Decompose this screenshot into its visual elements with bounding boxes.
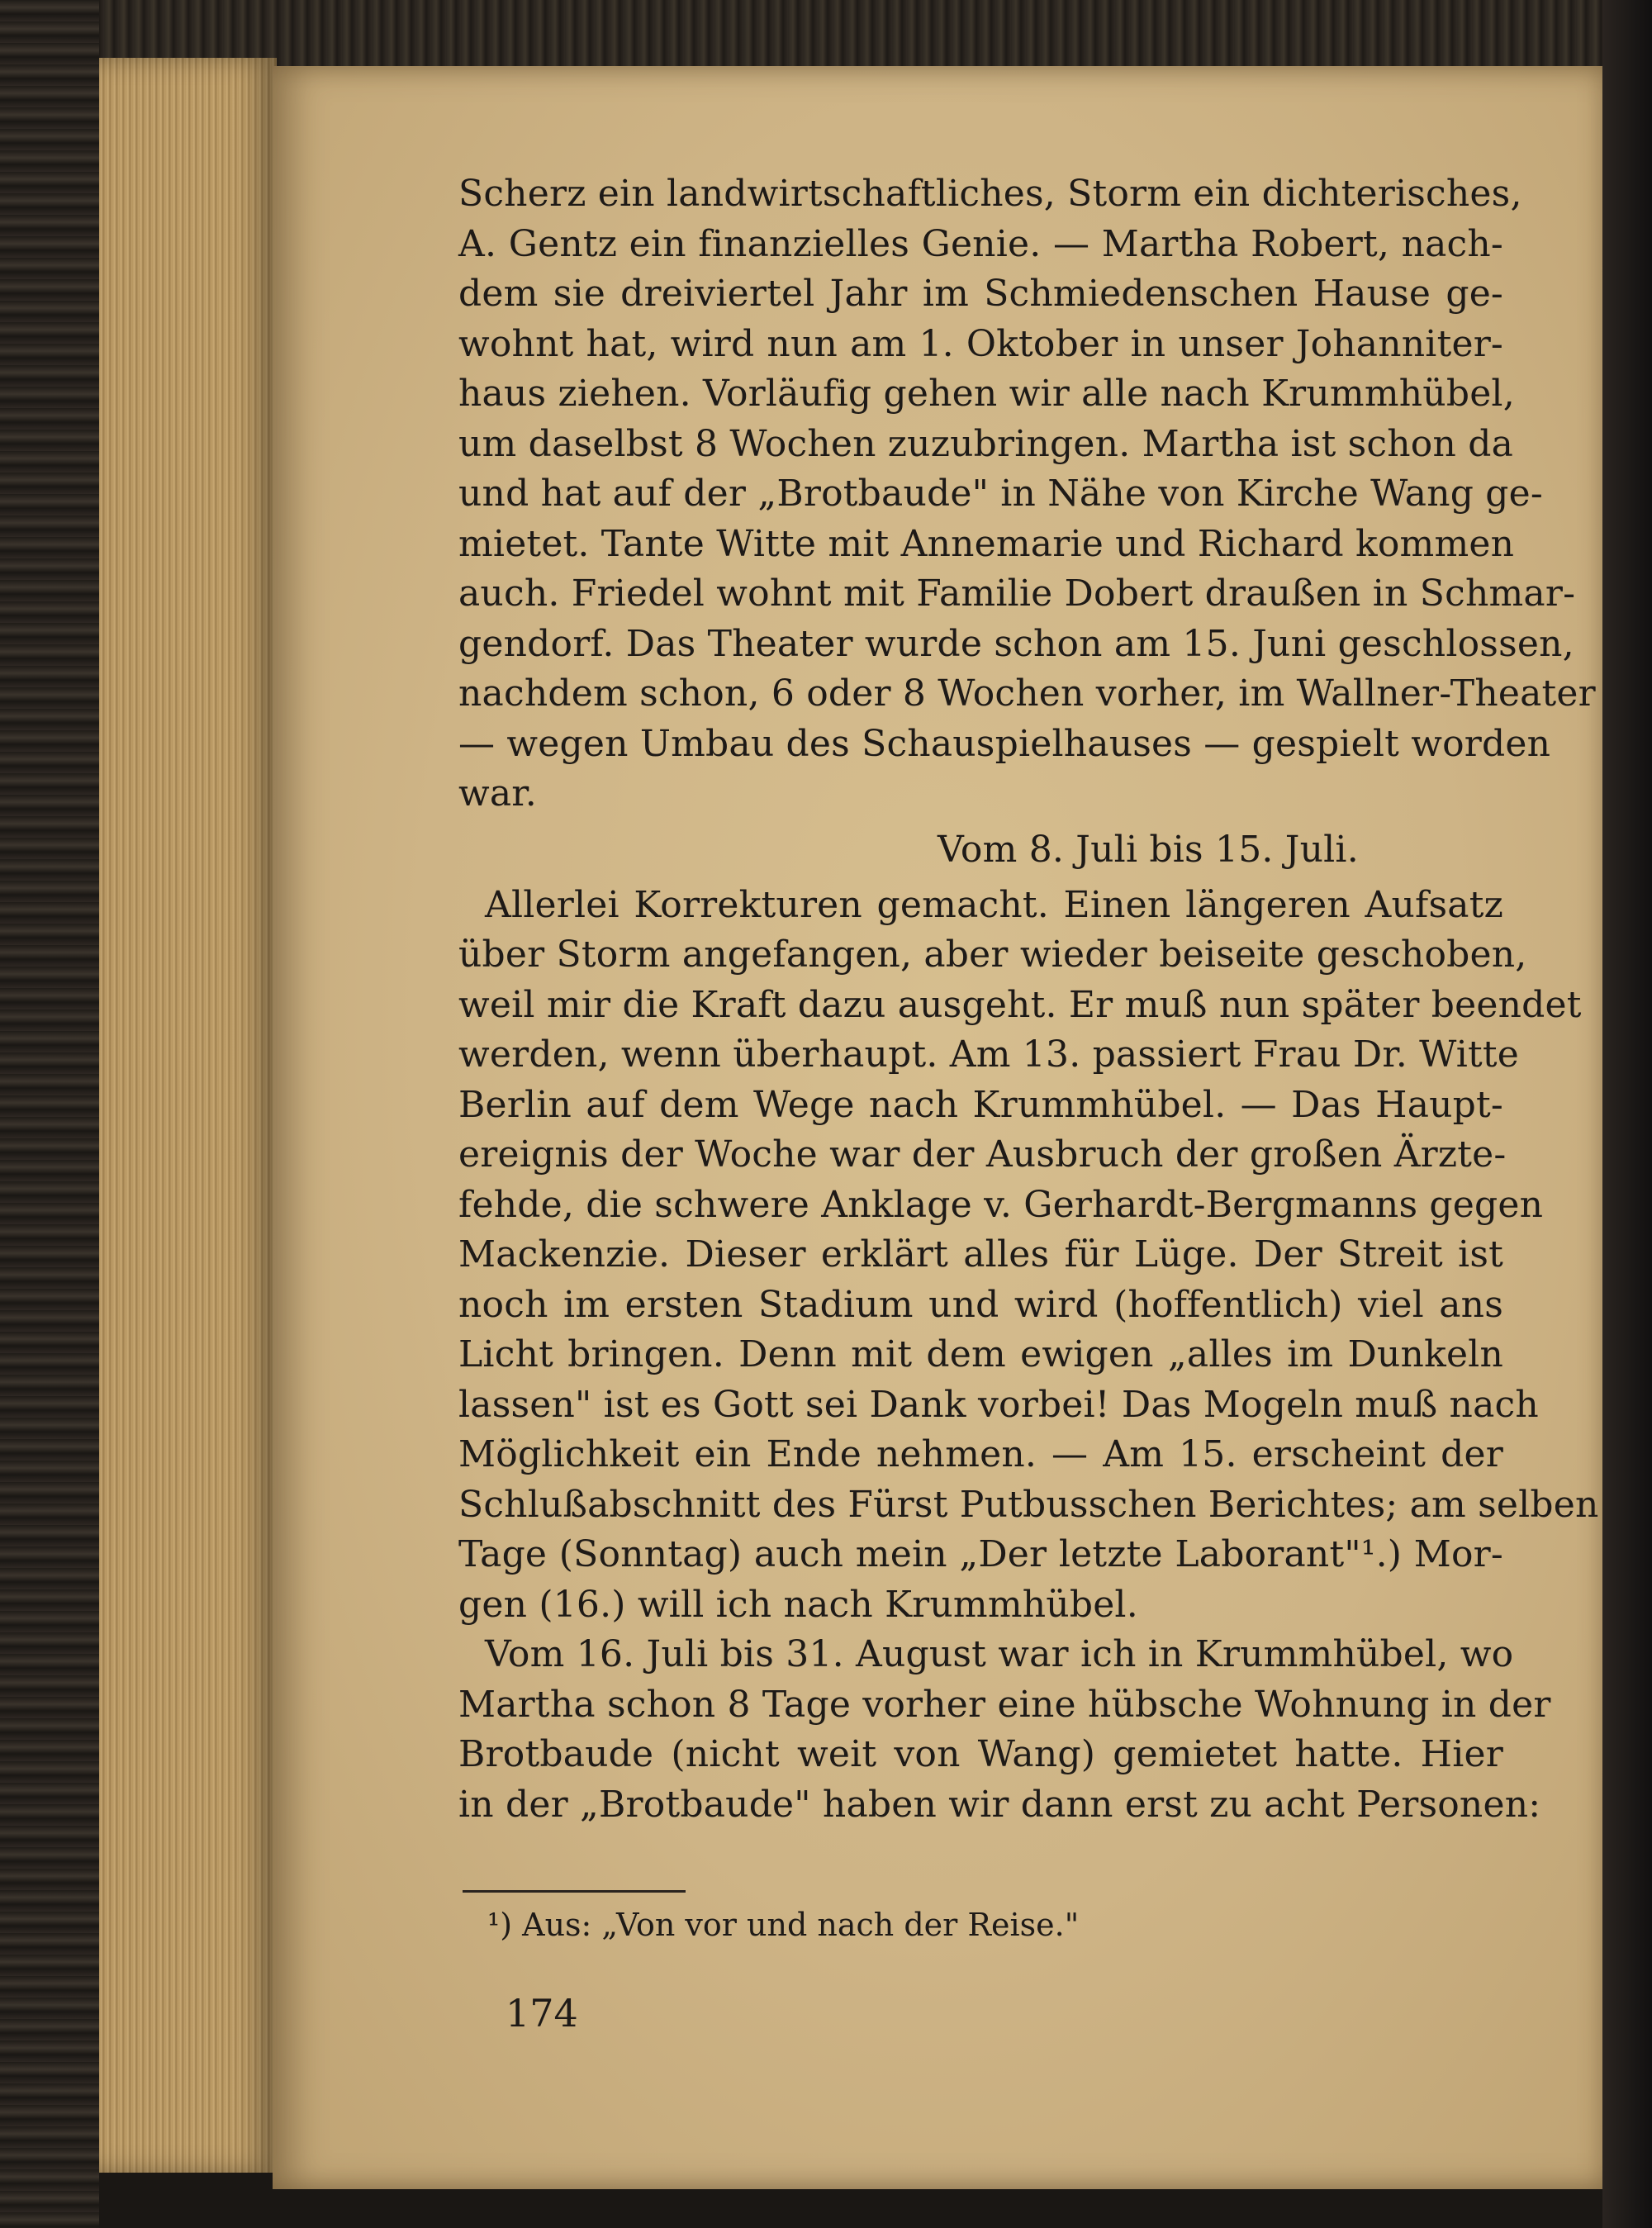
text-line: über Storm angefangen, aber wieder beiseite geschoben, — [458, 933, 1527, 976]
text-line: A. Gentz ein finanzielles Genie. — Martha Robert, nach- — [458, 222, 1503, 265]
text-line: dem sie dreiviertel Jahr im Schmiedenschen Hause ge- — [458, 273, 1503, 315]
text-line: war. — [458, 772, 537, 815]
text-line: auch. Friedel wohnt mit Familie Dobert draußen in Schmar- — [458, 572, 1576, 615]
text-line: und hat auf der „Brotbaude" in Nähe von Kirche Wang ge- — [458, 473, 1543, 515]
page-number: 174 — [506, 1991, 578, 2036]
text-line: ereignis der Woche war der Ausbruch der großen Ärzte- — [458, 1133, 1507, 1176]
text-line: gen (16.) will ich nach Krummhübel. — [458, 1583, 1138, 1626]
book-cover-spine — [0, 0, 99, 2228]
text-line: mietet. Tante Witte mit Annemarie und Richard kommen — [458, 522, 1515, 565]
text-line: lassen" ist es Gott sei Dank vorbei! Das Mogeln muß nach — [458, 1383, 1539, 1426]
text-line: Martha schon 8 Tage vorher eine hübsche Wohnung in der — [458, 1683, 1551, 1726]
text-line: Mackenzie. Dieser erklärt alles für Lüge. Der Streit ist — [458, 1233, 1503, 1276]
page-edges — [99, 58, 277, 2173]
text-line: Licht bringen. Denn mit dem ewigen „alles im Dunkeln — [458, 1333, 1503, 1375]
text-line: um daselbst 8 Wochen zuzubringen. Martha ist schon da — [458, 422, 1514, 465]
text-line: — wegen Umbau des Schauspielhauses — gespielt worden — [458, 722, 1551, 765]
text-line: weil mir die Kraft dazu ausgeht. Er muß nun später beendet — [458, 983, 1582, 1026]
text-line: Allerlei Korrekturen gemacht. Einen längeren Aufsatz — [485, 883, 1503, 926]
text-line: Brotbaude (nicht weit von Wang) gemietet hatte. Hier — [458, 1733, 1503, 1775]
text-line: Vom 16. Juli bis 31. August war ich in Krummhübel, wo — [485, 1633, 1514, 1675]
text-line: haus ziehen. Vorläufig gehen wir alle nach Krummhübel, — [458, 373, 1515, 415]
text-line: fehde, die schwere Anklage v. Gerhardt-Bergmanns gegen — [458, 1183, 1544, 1226]
text-line: noch im ersten Stadium und wird (hoffentlich) viel ans — [458, 1283, 1503, 1326]
text-line: Berlin auf dem Wege nach Krummhübel. — Das Haupt- — [458, 1083, 1503, 1126]
book-cover-right — [1602, 0, 1652, 2228]
text-line: Scherz ein landwirtschaftliches, Storm ein dichterisches, — [458, 173, 1522, 215]
footnote: ¹) Aus: „Von vor und nach der Reise." — [487, 1907, 1080, 1943]
body-text — [458, 169, 1599, 1830]
book-cover-top — [0, 0, 1652, 66]
text-line: nachdem schon, 6 oder 8 Wochen vorher, im Wallner-Theater — [458, 672, 1596, 715]
section-heading: Vom 8. Juli bis 15. Juli. — [938, 828, 1359, 871]
text-line: gendorf. Das Theater wurde schon am 15. Juni geschlossen, — [458, 622, 1574, 665]
text-line: Schlußabschnitt des Fürst Putbusschen Berichtes; am selben — [458, 1483, 1599, 1526]
text-line: wohnt hat, wird nun am 1. Oktober in unser Johanniter- — [458, 322, 1503, 365]
text-line: in der „Brotbaude" haben wir dann erst zu acht Personen: — [458, 1783, 1541, 1826]
text-line: Tage (Sonntag) auch mein „Der letzte Laborant"¹.) Mor- — [458, 1533, 1503, 1575]
text-line: Möglichkeit ein Ende nehmen. — Am 15. erscheint der — [458, 1433, 1503, 1475]
footnote-divider — [463, 1890, 686, 1893]
text-line: werden, wenn überhaupt. Am 13. passiert Frau Dr. Witte — [458, 1033, 1520, 1076]
